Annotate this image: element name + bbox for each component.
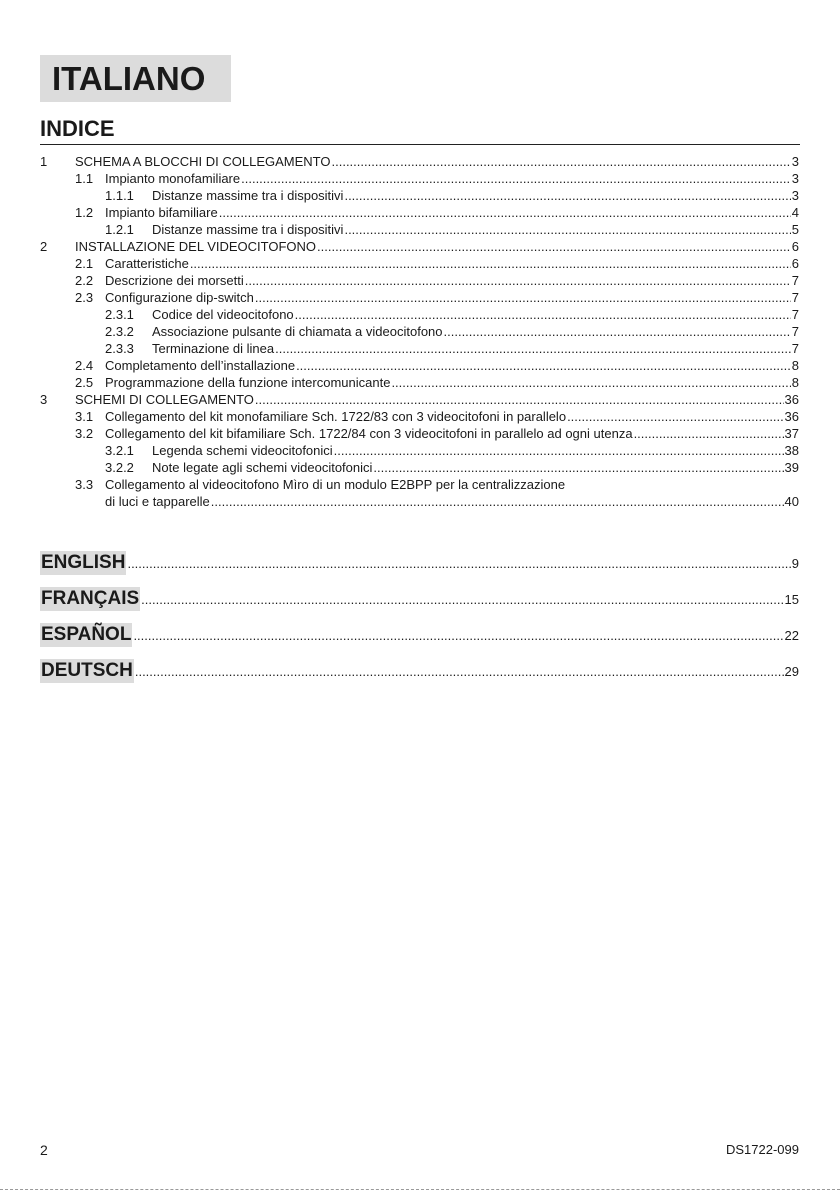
dot-leader xyxy=(444,323,791,340)
toc-entry-page: 36 xyxy=(784,392,799,407)
dot-leader xyxy=(141,592,783,607)
toc-entry[interactable] xyxy=(40,272,799,289)
language-entry-page: 9 xyxy=(791,556,799,571)
language-entry-page: 22 xyxy=(784,628,799,643)
dot-leader xyxy=(634,425,784,442)
toc-entry-page: 3 xyxy=(791,154,799,169)
bottom-edge-line xyxy=(0,1189,840,1190)
toc-entry[interactable] xyxy=(40,323,799,340)
toc-entry-number: 1.2 xyxy=(75,205,94,220)
toc-entry[interactable] xyxy=(40,459,799,476)
toc-entry-page: 6 xyxy=(791,239,799,254)
toc-entry-page: 38 xyxy=(784,443,799,458)
dot-leader xyxy=(241,170,791,187)
toc-entry-number: 1.1.1 xyxy=(105,188,134,203)
toc-entry[interactable] xyxy=(40,408,799,425)
dot-leader xyxy=(344,221,790,238)
toc-entry[interactable] xyxy=(40,476,799,493)
toc-entry[interactable] xyxy=(40,425,799,442)
toc-entry[interactable] xyxy=(40,153,799,170)
toc-entry[interactable] xyxy=(40,374,799,391)
toc-entry-number: 3.2.2 xyxy=(105,460,134,475)
toc-entry-number: 2.3.2 xyxy=(105,324,134,339)
page-number: 2 xyxy=(40,1142,48,1158)
toc-entry-title: Caratteristiche xyxy=(105,256,189,271)
toc-entry-number: 3.2.1 xyxy=(105,443,134,458)
toc-entry[interactable] xyxy=(40,204,799,221)
toc-entry-number: 2 xyxy=(40,239,48,254)
dot-leader xyxy=(317,238,791,255)
dot-leader xyxy=(332,153,791,170)
toc-entry[interactable] xyxy=(40,442,799,459)
dot-leader xyxy=(255,289,791,306)
toc-entry-title: Impianto monofamiliare xyxy=(105,171,241,186)
toc-entry[interactable] xyxy=(40,289,799,306)
dot-leader xyxy=(245,272,791,289)
toc-entry-title: Note legate agli schemi videocitofonici xyxy=(152,460,373,475)
language-sections-list xyxy=(40,551,799,695)
toc-entry-page: 4 xyxy=(791,205,799,220)
toc-entry-page: 7 xyxy=(791,273,799,288)
toc-entry-page: 5 xyxy=(791,222,799,237)
toc-entry-title: Impianto bifamiliare xyxy=(105,205,218,220)
toc-entry-number: 3 xyxy=(40,392,48,407)
toc-entry-page: 39 xyxy=(784,460,799,475)
table-of-contents xyxy=(40,153,799,510)
language-entry-name: DEUTSCH xyxy=(41,660,133,681)
toc-entry-number: 2.5 xyxy=(75,375,94,390)
toc-entry-page: 6 xyxy=(791,256,799,271)
toc-entry-number: 2.3.1 xyxy=(105,307,134,322)
language-entry[interactable] xyxy=(40,623,799,647)
toc-entry[interactable] xyxy=(40,255,799,272)
dot-leader xyxy=(219,204,791,221)
toc-entry-title: di luci e tapparelle xyxy=(105,494,210,509)
language-entry-name: FRANÇAIS xyxy=(41,588,140,609)
dot-leader xyxy=(296,357,791,374)
language-heading: ITALIANO xyxy=(40,55,231,102)
toc-entry-title: Codice del videocitofono xyxy=(152,307,294,322)
dot-leader xyxy=(373,459,783,476)
toc-entry-page: 8 xyxy=(791,358,799,373)
dot-leader xyxy=(334,442,784,459)
toc-entry-page: 40 xyxy=(784,494,799,509)
toc-entry-title: Collegamento del kit monofamiliare Sch. 1722/83 con 3 videocitofoni in parallelo xyxy=(105,409,567,424)
dot-leader xyxy=(567,408,783,425)
toc-entry[interactable] xyxy=(40,306,799,323)
toc-entry[interactable] xyxy=(40,493,799,510)
toc-entry-page: 37 xyxy=(784,426,799,441)
toc-entry-page: 7 xyxy=(791,324,799,339)
dot-leader xyxy=(391,374,790,391)
toc-entry-page: 3 xyxy=(791,188,799,203)
dot-leader xyxy=(344,187,790,204)
toc-entry-title: Associazione pulsante di chiamata a videocitofono xyxy=(152,324,443,339)
toc-entry-title: Completamento dell’installazione xyxy=(105,358,296,373)
toc-entry-title: Descrizione dei morsetti xyxy=(105,273,244,288)
toc-entry-number: 1 xyxy=(40,154,48,169)
toc-entry-title: Configurazione dip-switch xyxy=(105,290,254,305)
toc-entry-number: 3.2 xyxy=(75,426,94,441)
toc-entry-page: 8 xyxy=(791,375,799,390)
toc-entry[interactable] xyxy=(40,187,799,204)
toc-entry-title: INSTALLAZIONE DEL VIDEOCITOFONO xyxy=(75,239,317,254)
toc-entry[interactable] xyxy=(40,221,799,238)
toc-entry-number: 2.4 xyxy=(75,358,94,373)
toc-entry-title: Programmazione della funzione intercomunicante xyxy=(105,375,391,390)
toc-entry[interactable] xyxy=(40,340,799,357)
toc-entry-page: 7 xyxy=(791,307,799,322)
dot-leader xyxy=(295,306,791,323)
dot-leader xyxy=(133,628,783,643)
toc-entry-title: Distanze massime tra i dispositivi xyxy=(152,188,344,203)
toc-entry-title: Terminazione di linea xyxy=(152,341,275,356)
toc-entry-number: 2.2 xyxy=(75,273,94,288)
language-entry[interactable] xyxy=(40,551,799,575)
toc-entry-title: SCHEMI DI COLLEGAMENTO xyxy=(75,392,254,407)
index-title: INDICE xyxy=(40,116,115,141)
toc-entry-page: 3 xyxy=(791,171,799,186)
toc-entry[interactable] xyxy=(40,391,799,408)
toc-entry-number: 2.1 xyxy=(75,256,94,271)
toc-entry-title: Collegamento al videocitofono Mìro di un modulo E2BPP per la centralizzazione xyxy=(105,477,566,492)
dot-leader xyxy=(190,255,791,272)
language-entry[interactable] xyxy=(40,587,799,611)
toc-entry[interactable] xyxy=(40,357,799,374)
language-entry-page: 29 xyxy=(784,664,799,679)
toc-entry-number: 3.3 xyxy=(75,477,94,492)
toc-entry-number: 1.1 xyxy=(75,171,94,186)
language-entry-page: 15 xyxy=(784,592,799,607)
toc-entry-title: SCHEMA A BLOCCHI DI COLLEGAMENTO xyxy=(75,154,331,169)
toc-entry-title: Collegamento del kit bifamiliare Sch. 1722/84 con 3 videocitofoni in parallelo ad ogni utenza xyxy=(105,426,633,441)
toc-entry-number: 2.3 xyxy=(75,290,94,305)
dot-leader xyxy=(211,493,784,510)
toc-entry-number: 2.3.3 xyxy=(105,341,134,356)
dot-leader xyxy=(255,391,784,408)
language-entry-name: ESPAÑOL xyxy=(41,624,132,645)
toc-entry[interactable] xyxy=(40,238,799,255)
toc-entry-page: 7 xyxy=(791,290,799,305)
toc-entry-page: 7 xyxy=(791,341,799,356)
toc-entry-title: Distanze massime tra i dispositivi xyxy=(152,222,344,237)
index-divider xyxy=(40,144,800,145)
toc-entry-number: 1.2.1 xyxy=(105,222,134,237)
document-code: DS1722-099 xyxy=(726,1142,799,1157)
toc-entry-title: Legenda schemi videocitofonici xyxy=(152,443,333,458)
toc-entry-number: 3.1 xyxy=(75,409,94,424)
language-entry-name: ENGLISH xyxy=(41,552,126,573)
dot-leader xyxy=(127,556,790,571)
toc-entry[interactable] xyxy=(40,170,799,187)
dot-leader xyxy=(275,340,791,357)
toc-entry-page: 36 xyxy=(784,409,799,424)
language-entry[interactable] xyxy=(40,659,799,683)
dot-leader xyxy=(135,664,784,679)
